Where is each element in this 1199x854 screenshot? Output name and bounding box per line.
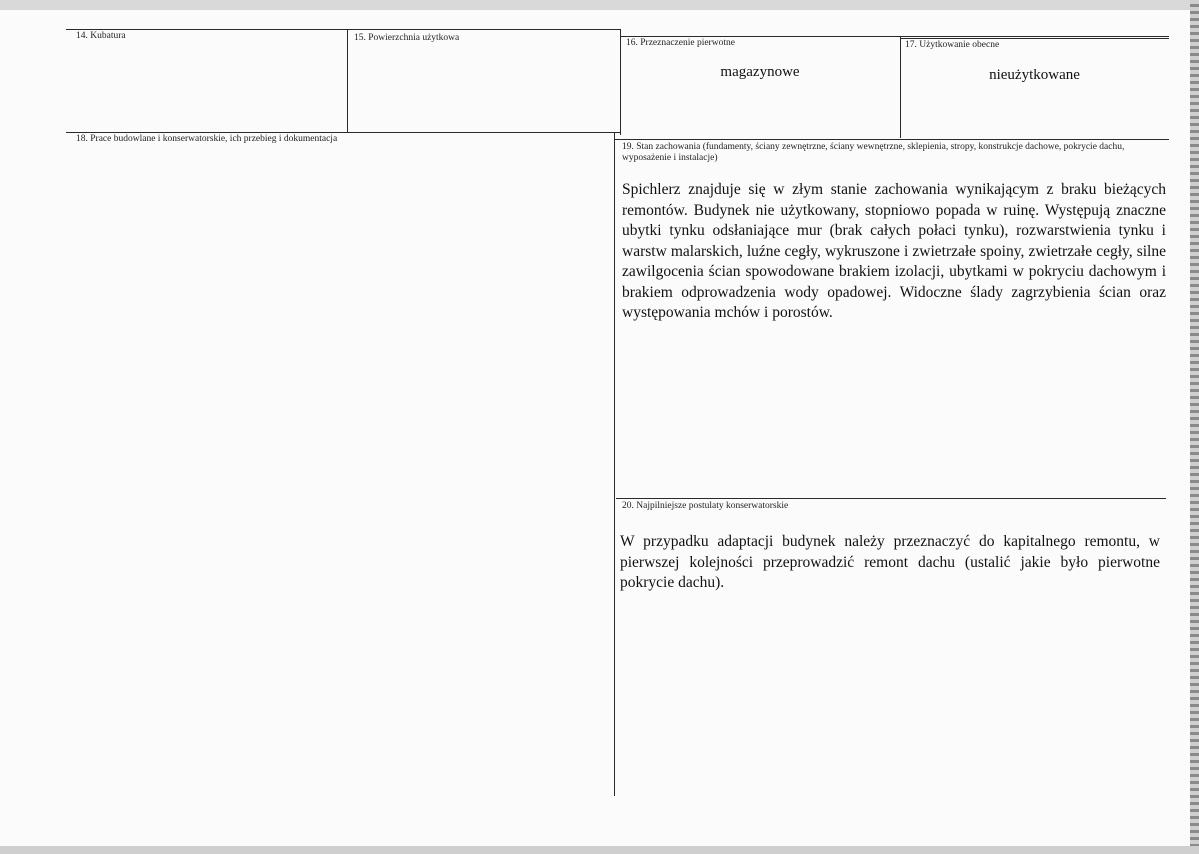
stan-zachowania-value: Spichlerz znajduje się w złym stanie zachowania wynikającym z braku bieżących remontów. Budynek nie użytkowany, stopniowo popada w ruinę. Występują znaczne ubytki tynku odsłaniające mur (brak całych połaci tynku), rozwarstwienia tynku i warstw malarskich, luźne cegły, wykruszone i zwietrzałe spoiny, zwietrzałe cegły, silne zawilgocenia ścian spowodowane brakiem izolacji, ubytkami w pokryciu dachowym i brakiem odprowadzenia wody opadowej. Widoczne ślady zagrzybienia ścian oraz występowania mchów i porostów. — [622, 181, 1166, 321]
mid-rule-left — [66, 132, 620, 133]
scan-edge-bottom — [0, 846, 1199, 854]
col-divider-14-15 — [347, 29, 348, 132]
top-rule-left — [66, 29, 620, 30]
rule-above-f20 — [616, 498, 1166, 499]
postulaty-konserwatorskie-label: 20. Najpilniejsze postulaty konserwatorskie — [622, 501, 789, 511]
rule-above-f17 — [900, 38, 1169, 39]
col-divider-16-17 — [900, 36, 901, 138]
prace-budowlane-label: 18. Prace budowlane i konserwatorskie, ich przebieg i dokumentacja — [76, 134, 338, 144]
uzytkowanie-obecne-label: 17. Użytkowanie obecne — [905, 40, 1000, 50]
stan-zachowania-label: 19. Stan zachowania (fundamenty, ściany zewnętrzne, ściany wewnętrzne, sklepienia, stropy, konstrukcje dachowe, pokrycie dachu, wyposażenie i instalacje) — [622, 142, 1125, 163]
powierzchnia-uzytkowa-label: 15. Powierzchnia użytkowa — [354, 33, 460, 43]
scan-edge — [1190, 0, 1199, 854]
top-rule-right — [620, 36, 1169, 37]
mid-rule-right — [615, 139, 1169, 140]
col-divider-main — [614, 132, 615, 796]
col-divider-15-16 — [620, 29, 621, 135]
przeznaczenie-pierwotne-label: 16. Przeznaczenie pierwotne — [626, 38, 735, 48]
postulaty-konserwatorskie-value: W przypadku adaptacji budynek należy przeznaczyć do kapitalnego remontu, w pierwszej kolejności przeprowadzić remont dachu (ustalić jakie było pierwotne pokrycie dachu). — [620, 533, 1160, 591]
kubatura-label: 14. Kubatura — [76, 31, 126, 41]
przeznaczenie-pierwotne-value: magazynowe — [720, 64, 800, 80]
uzytkowanie-obecne-value: nieużytkowane — [989, 67, 1080, 83]
